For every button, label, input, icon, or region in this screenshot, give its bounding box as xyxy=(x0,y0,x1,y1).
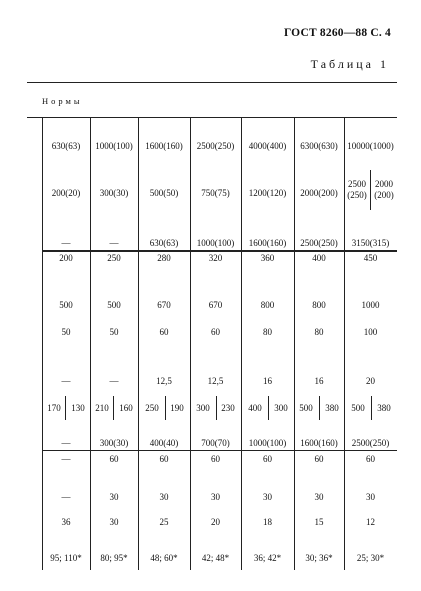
table-cell: 30 xyxy=(314,492,324,502)
table-cell: 800 xyxy=(312,300,326,310)
split-cell: 2500 xyxy=(348,179,366,189)
table-cell: — xyxy=(61,238,71,248)
table-cell: 630(63) xyxy=(149,238,179,248)
table-cell: 360 xyxy=(260,253,275,263)
table-cell: 1000(100) xyxy=(196,238,235,248)
table-cell: 1000(100) xyxy=(248,438,287,448)
table-cell: 6300(630) xyxy=(300,141,338,151)
table-cell: 2500(250) xyxy=(196,141,235,151)
table-cell: 320 xyxy=(208,253,223,263)
split-cell: 500 xyxy=(351,403,365,413)
table-cell: 630(63) xyxy=(51,141,81,151)
table-cell: 2500(250) xyxy=(351,438,390,448)
table-cell: 16 xyxy=(263,376,272,386)
table-cell: 25; 30* xyxy=(356,553,385,563)
table-label: Таблица 1 xyxy=(310,57,389,71)
table-cell: — xyxy=(61,454,71,464)
table-cell: 30 xyxy=(211,492,220,502)
split-cell: 190 xyxy=(170,403,184,413)
table-cell: 2500(250) xyxy=(300,238,338,248)
split-cell: 130 xyxy=(71,403,85,413)
table-cell: 60 xyxy=(109,454,119,464)
column-rule xyxy=(42,117,43,570)
table-cell: 1600(160) xyxy=(145,141,183,151)
table-cell: 80 xyxy=(314,327,324,337)
table-cell: 400(40) xyxy=(149,438,179,448)
table-cell: 100 xyxy=(363,327,378,337)
table-cell: 800 xyxy=(260,300,275,310)
table-cell: 50 xyxy=(61,327,71,337)
table-cell: 500 xyxy=(107,300,121,310)
table-cell: 250 xyxy=(107,253,121,263)
table-top-rule xyxy=(27,82,397,83)
table-cell: 20 xyxy=(211,517,220,527)
table-cell: 10000(1000) xyxy=(347,141,394,151)
table-cell: 48; 60* xyxy=(150,553,178,563)
table-cell: 80; 95* xyxy=(100,553,128,563)
table-cell: 42; 48* xyxy=(201,553,230,563)
split-cell: 170 xyxy=(47,403,61,413)
table-cell: 670 xyxy=(157,300,171,310)
table-cell: 700(70) xyxy=(201,438,230,448)
table-cell: 30 xyxy=(263,492,272,502)
column-label-norms: Нормы xyxy=(42,96,83,106)
row-rule xyxy=(42,250,397,252)
table-cell: 280 xyxy=(157,253,171,263)
table-cell: 12,5 xyxy=(207,376,224,386)
table-cell: 12,5 xyxy=(156,376,172,386)
column-rule xyxy=(241,117,242,570)
table-cell: 30 xyxy=(109,492,119,502)
table-cell: 750(75) xyxy=(201,188,230,198)
column-rule xyxy=(90,117,91,570)
table-cell: 4000(400) xyxy=(248,141,287,151)
table-cell: 20 xyxy=(366,376,375,386)
table-cell: 1000(100) xyxy=(95,141,133,151)
table-cell: — xyxy=(61,438,71,448)
column-rule xyxy=(294,117,295,570)
table-cell: 670 xyxy=(208,300,223,310)
split-cell: 230 xyxy=(221,403,235,413)
table-cell: — xyxy=(61,492,71,502)
table-cell: 25 xyxy=(159,517,169,527)
split-cell: 380 xyxy=(325,403,339,413)
split-cell: (250) xyxy=(347,190,367,200)
table-cell: — xyxy=(109,376,119,386)
table-cell: 80 xyxy=(263,327,272,337)
table-cell: 30 xyxy=(159,492,169,502)
table-cell: 200(20) xyxy=(51,188,81,198)
table-cell: 60 xyxy=(211,327,220,337)
table-cell: 60 xyxy=(159,454,169,464)
table-cell: 1200(120) xyxy=(248,188,287,198)
table-cell: 16 xyxy=(314,376,324,386)
table-cell: 300(30) xyxy=(99,438,129,448)
table-cell: 36; 42* xyxy=(253,553,282,563)
table-cell: 500 xyxy=(59,300,73,310)
table-cell: 60 xyxy=(366,454,375,464)
split-cell: 300 xyxy=(196,403,210,413)
split-cell: 210 xyxy=(95,403,109,413)
table-cell: 400 xyxy=(312,253,326,263)
table-cell: 50 xyxy=(109,327,119,337)
split-cell: 380 xyxy=(377,403,391,413)
table-cell: 95; 110* xyxy=(50,553,82,563)
split-cell: 2000 xyxy=(375,179,393,189)
table-cell: 3150(315) xyxy=(351,238,390,248)
split-cell: 500 xyxy=(299,403,313,413)
table-cell: 300(30) xyxy=(99,188,129,198)
split-cell: 160 xyxy=(119,403,133,413)
table-cell: 500(50) xyxy=(149,188,179,198)
table-cell: 200 xyxy=(59,253,73,263)
column-rule xyxy=(138,117,139,570)
split-cell: 250 xyxy=(145,403,159,413)
table-cell: 1600(160) xyxy=(248,238,287,248)
table-cell: 30 xyxy=(109,517,119,527)
table-cell: 1600(160) xyxy=(300,438,338,448)
table-cell: 30 xyxy=(366,492,375,502)
table-cell: 60 xyxy=(159,327,169,337)
table-cell: 18 xyxy=(263,517,272,527)
split-cell: 300 xyxy=(274,403,288,413)
split-cell: (200) xyxy=(374,190,394,200)
table-header-rule xyxy=(27,117,397,118)
table-cell: 1000 xyxy=(361,300,380,310)
table-cell: — xyxy=(61,376,71,386)
table-cell: 15 xyxy=(314,517,324,527)
table-cell: 60 xyxy=(314,454,324,464)
column-rule xyxy=(190,117,191,570)
row-rule xyxy=(42,450,397,451)
table-cell: — xyxy=(109,238,119,248)
page-header: ГОСТ 8260—88 С. 4 xyxy=(283,27,391,39)
table-cell: 36 xyxy=(61,517,71,527)
table-cell: 450 xyxy=(363,253,378,263)
split-cell: 400 xyxy=(248,403,262,413)
table-cell: 60 xyxy=(211,454,220,464)
table-cell: 30; 36* xyxy=(305,553,333,563)
table-cell: 2000(200) xyxy=(300,188,338,198)
table-cell: 60 xyxy=(263,454,272,464)
table-cell: 12 xyxy=(366,517,375,527)
